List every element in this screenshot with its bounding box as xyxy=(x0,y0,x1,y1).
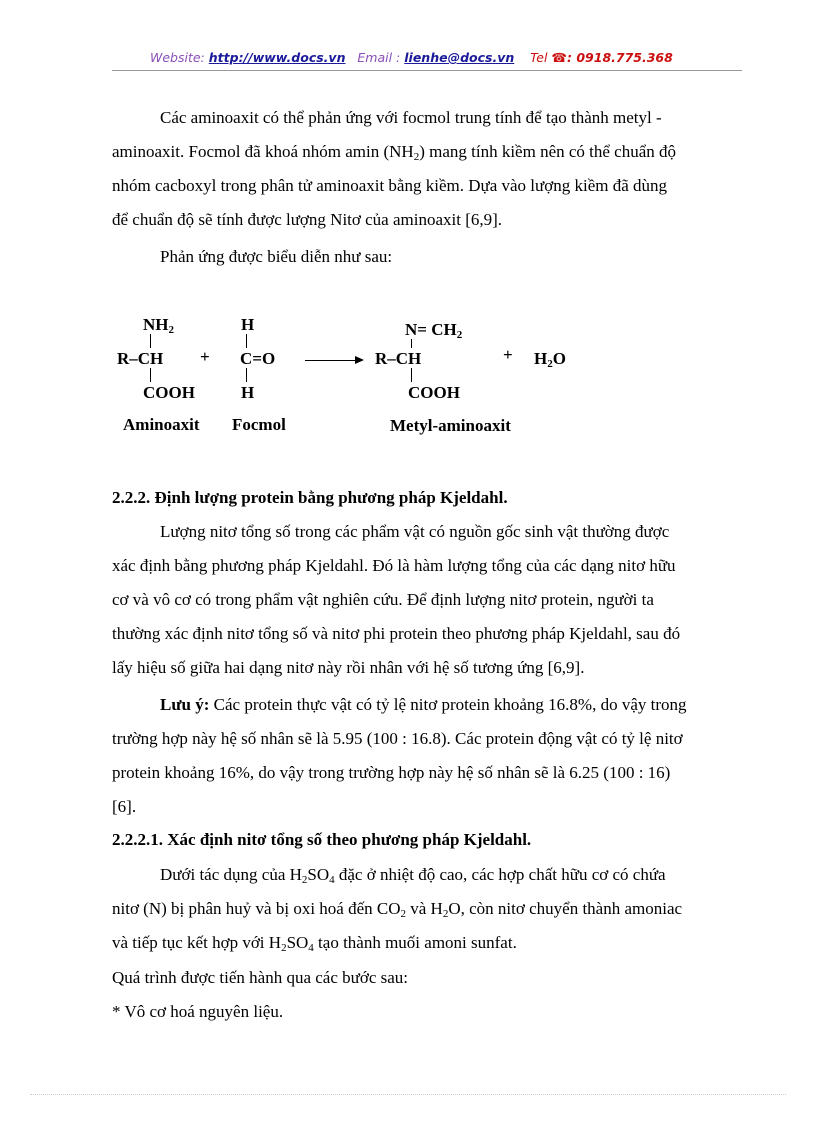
section-heading-2-2-2-1: 2.2.2.1. Xác định nitơ tổng số theo phương pháp Kjeldahl. xyxy=(112,830,532,849)
focmol-name: Focmol xyxy=(232,415,286,434)
note-label: Lưu ý: xyxy=(160,695,210,714)
tel-label: Tel xyxy=(530,50,548,65)
product-name: Metyl-aminoaxit xyxy=(390,416,511,435)
footer-divider xyxy=(30,1094,786,1095)
paragraph-total-nitrogen: Dưới tác dụng của $H_2SO_4$ đặc ở nhiệt độ cao, các hợp chất hữu cơ có chứa nitơ (N) bị phân huỷ và bị oxi hoá đến $CO_2$ và $H_2O$, còn nitơ chuyển thành amoniac và tiếp tục kết hợp với $H_2SO_4$ tạo thành muối amoni sunfat. xyxy=(112,865,683,954)
bond-line xyxy=(246,334,247,348)
header-divider xyxy=(112,70,742,71)
bond-line xyxy=(150,368,151,382)
bond-line xyxy=(411,368,412,382)
plus-sign: + xyxy=(503,345,513,364)
arrowhead-icon xyxy=(355,356,364,364)
paragraph-kjeldahl: Lượng nitơ tổng số trong các phẩm vật có nguồn gốc sinh vật thường được xác định bằng phương pháp Kjeldahl. Đó là hàm lượng tổng của các dạng nitơ hữu cơ và vô cơ có trong phẩm vật nghiên cứu. Để định lượng nitơ protein, người ta thường xác định nitơ tổng số và nitơ phi protein theo phương pháp Kjeldahl, sau đó lấy hiệu số giữa hai dạng nitơ này rồi nhân với hệ số tương ứng [6,9]. xyxy=(112,522,681,677)
email-label: Email : xyxy=(357,50,401,65)
bond-line xyxy=(246,368,247,382)
email-link[interactable]: lienhe@docs.vn xyxy=(404,50,515,65)
product-bottom: COOH xyxy=(408,383,460,402)
paragraph-note: Lưu ý: Các protein thực vật có tỷ lệ nitơ protein khoảng 16.8%, do vậy trong trường hợp này hệ số nhân sẽ là 5.95 (100 : 16.8). Các protein động vật có tỷ lệ nitơ protein khoảng 16%, do vậy trong trường hợp này hệ số nhân sẽ là 6.25 (100 : 16) [6]. xyxy=(112,695,687,816)
reaction-arrow xyxy=(305,360,356,361)
focmol-bottom: H xyxy=(241,383,255,402)
bond-line xyxy=(150,334,151,348)
focmol-mid: C=O xyxy=(240,349,276,368)
paragraph-reaction-intro: Phản ứng được biểu diễn như sau: xyxy=(160,247,393,266)
page-header xyxy=(150,50,673,65)
aminoaxit-mid: R–CH xyxy=(117,349,164,368)
product-mid: R–CH xyxy=(375,349,422,368)
product-top: $N= CH_2$ xyxy=(405,320,463,341)
plus-sign: + xyxy=(200,347,210,366)
step-item: * Vô cơ hoá nguyên liệu. xyxy=(112,1002,284,1021)
water-formula: $H_2O$ xyxy=(534,349,566,370)
website-link[interactable]: http://www.docs.vn xyxy=(208,50,346,65)
tel-value: : 0918.775.368 xyxy=(567,50,673,65)
aminoaxit-top: $NH_2$ xyxy=(143,315,174,336)
bond-line xyxy=(411,339,412,348)
focmol-top: H xyxy=(241,315,255,334)
section-heading-2-2-2: 2.2.2. Định lượng protein bằng phương pháp Kjeldahl. xyxy=(112,488,508,507)
website-label: Website: xyxy=(150,50,205,65)
phone-icon: ☎ xyxy=(551,50,567,65)
paragraph-aminoaxit: Các aminoaxit có thể phản ứng với focmol trung tính để tạo thành metyl - aminoaxit. Focmol đã khoá nhóm amin $(NH_2)$ mang tính kiềm nên có thể chuẩn độ nhóm cacboxyl trong phân tử aminoaxit bằng kiềm. Dựa vào lượng kiềm đã dùng để chuẩn độ sẽ tính được lượng Nitơ của aminoaxit [6,9]. xyxy=(112,108,677,229)
aminoaxit-name: Aminoaxit xyxy=(123,415,200,434)
paragraph-steps-intro: Quá trình được tiến hành qua các bước sau: xyxy=(112,968,409,987)
aminoaxit-bottom: COOH xyxy=(143,383,195,402)
